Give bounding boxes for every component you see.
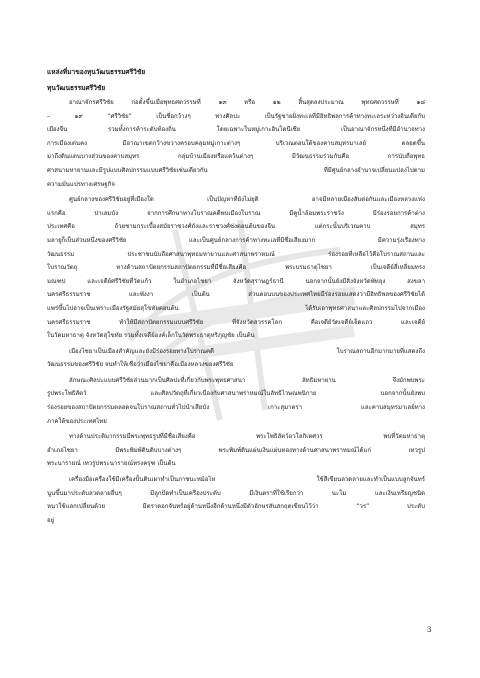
text-line: หนาใช้แลกเปลี่ยนด้วย มีตราดอกจันทร์อยู่ด้านหนึ่งอีกด้านหนึ่งมีตัวอักษรสันสกฤตเขียนไว้ว่า “วร” ประดับ xyxy=(47,503,425,511)
paragraph-2 xyxy=(47,193,425,343)
section-subheading: ทุนวัฒนธรรมศรีวิชัย xyxy=(47,84,106,92)
text-line: ภาคใต้ของประเทศไทย xyxy=(47,417,107,425)
text-line: แรกคือ ปาเลมบัง จากการศึกษาทางโบราณคดีพบเมืองโบราณ มีคูน้ำล้อมพระราชวัง มีร่องรอยการค้าต่าง xyxy=(47,209,425,217)
text-line: มณฑป และเจดีย์ศรีวิชัยที่วัดแก้ว ในอำเภอไชยา จังหวัดสุราษฎร์ธานี นอกจากนั้นยังมีสิ่งจังหวัดพัทลุง สงขลา xyxy=(47,277,425,285)
text-line: มลายูก็เป็นส่วนหนึ่งของศรีวิชัย และเป็นศูนย์กลางการค้าทางทะเลที่มีชื่อเสียงมาก มีความรุ่งเรืองทาง xyxy=(47,236,425,244)
section-heading: แหล่งที่มาของทุนวัฒนธรรมศรีวิชัย xyxy=(47,68,146,76)
text-line: นูนขึ้นมาประดับลวดลายอื่นๆ มีลูกปัดทำเป็นเครื่องประดับ มีเงินตราที่ใช้เรียกว่า นะโม และเงินเหรียญชนิด xyxy=(47,489,425,497)
text-line: มาถึงดินแดนบางส่วนของคาบสมุทร กลุ่มบ้านเมืองหรือแคว้นต่างๆ มีวัฒนธรรมร่วมกันคือ การนับถือพุทธ xyxy=(47,153,425,161)
text-line: ทางด้านประติมากรรมมีพระพุทธรูปที่มีชื่อเสียงคือ พระโพธิสัตว์อวโลกิเตศวร พบที่วัดมหาธาตุ xyxy=(69,433,425,441)
paragraph-4 xyxy=(47,374,425,428)
text-line: ศาสนามหายานและมีรูปแบบศิลปกรรมแบบศรีวิชัยเช่นเดียวกัน ที่มีศูนย์กลางอำนาจเปลี่ยนแปลงไปตาม xyxy=(47,166,425,174)
text-line: ความมั่นแปรทางเศรษฐกิจ xyxy=(47,180,115,188)
text-line: พระนารายณ์ เทวรูปพระนารายณ์ทรงครุฑ เป็นต้น xyxy=(47,460,176,468)
text-line: แพร่ขึ้นไปอาจเป็นเพราะเมืองรัฐสมัยสุโขทัยตอนต้น ได้รับเอาพุทธศาสนาและศิลปกรรมไปจากเมือง xyxy=(47,304,425,312)
text-line: อยู่ xyxy=(47,516,55,524)
text-line: รูปพระโพธิสัตว์ และศิลปวัตถุที่เกี่ยวเนื่องกับศาสนาพราหมณ์ในลัทธิไวษณพนิกาย นอกจากนั้นยังพบ xyxy=(47,390,425,398)
text-line: อาณาจักรศรีวิชัย ก่อตั้งขึ้นเมื่อพุทธศตวรรษที่ ๑๓ หรือ ๑๒ สิ้นสุดลงประมาณ พุทธศตวรรษที่ ๑๘ xyxy=(69,99,425,106)
text-line: ลักษณะศิลปะแบบศรีวิชัยส่วนมากเป็นศิลปะที่เกี่ยวกับพระพุทธศาสนา ลัทธิมหายาน จึงมักพบพระ xyxy=(69,376,425,384)
paragraph-6 xyxy=(47,473,425,527)
document-body xyxy=(47,67,425,529)
text-line: ประเทศคือ ถ้วยชามกระเบื้องสมัยราชวงศ์ถังและราชวงศ์ซ่งตอนต้นของจีน แต่กระนั้นบริเวณคาบ สมุทร xyxy=(47,223,425,231)
text-line: อำเภอไชยา มีพระพิมพ์ดินดิบบางต่างๆ พระพิมพ์ดินแผ่นเงินแผ่นทองทางด้านศาสนาพราหมณ์ได้แก่ เทวรูป xyxy=(47,446,425,454)
text-line: – ๑๙ “ศรีวิชัย” เป็นชื่อกว้างๆ ทางศิลปะ เป็นรัฐชายฝั่งทะเลที่มีอิทธิพลการค้าทางทะเลระหว่างอินเดียกับ xyxy=(47,112,425,120)
text-line: นครศรีธรรมราช และพังงา เป็นต้น ส่วนตอนบนของประเทศไทยมีร่องรอยแสดงว่ามีอิทธิพลของศรีวิชัยได้ xyxy=(47,291,425,299)
text-line: ร่องรอยของสถาปัตยกรรมตลอดจนโบราณสถานทั่วไปนำเสียบัง เกาะสุมาตรา และคาบสมุทรมาเลย์ทาง xyxy=(47,404,425,412)
text-line: โบราณวัตถุ ทางด้านสถาปัตยกรรมสถาปัตยกรรมที่มีชื่อเสียงคือ พระบรมธาตุไชยา เป็นเจดีย์สี่เหลี่ยมทรง xyxy=(47,264,425,272)
text-line: ศูนย์กลางของศรีวิชัยอยู่ที่เมืองใด เป็นปัญหาที่ยังไม่ยุติ อาจมีหลายเมืองสับต่อกันและเมืองหลวงแห่ง xyxy=(69,196,425,204)
text-line: เมืองจีน รวมทั้งการค้าระดับท้องถิ่น โดยเฉพาะในหมู่เกาะอินโดนีเซีย เป็นอาณาจักรหนึ่งที่มีอำนาจทาง xyxy=(47,126,425,134)
paragraph-5 xyxy=(47,430,425,471)
text-line: เมืองไชยาเป็นเมืองสำคัญและยังมีร่องรอยทางโบราณคดี โบราณสถานอีกมากมายที่แสดงถึง xyxy=(69,347,425,355)
text-line: วัฒนธรรมของศรีวิชัย จนทำให้เชื่อว่าเมืองไชยาคือเมืองหลวงของศรีวิชัย xyxy=(47,361,234,369)
text-line: เครื่องมือเครื่องใช้มีเครื่องปั้นดินเผาทำเป็นภาชนะหม้อไห ใช้สีเขียนลวดลายและทำเป็นแบบลูกจันทร์ xyxy=(69,476,425,484)
text-line: วัฒนธรรม ประชาชนนับถือศาสนาพุทธมหายานและศาสนาพราหมณ์ ร่องรอยที่เหลือไว้คือโบราณสถานและ xyxy=(47,250,425,258)
text-line: นครศรีธรรมราช ทำให้มีสถาปัตยกรรมแบบศรีวิชัย ที่จังหวัดสวรรคโลก คือเจดีย์วัดเจดีย์เจ็ดแถว และเจดีย์ xyxy=(47,318,425,326)
text-line: ในวัดมหาธาตุ จังหวัดสุโขทัย รวมทั้งเจดีย์องค์เล็กในวัดพระธาตุหริภุญชัย เป็นต้น xyxy=(47,332,255,340)
page-number: 3 xyxy=(427,626,432,634)
paragraph-3 xyxy=(47,345,425,372)
text-line: การเมืองเด่นคง มีอาณาเขตกว้างขวางครอบคลุมหมู่เกาะต่างๆ บริเวณตอนใต้ของคาบสมุทรมาเลย์ ตลอดขึ้น xyxy=(47,139,425,147)
paragraph-1 xyxy=(47,96,425,191)
